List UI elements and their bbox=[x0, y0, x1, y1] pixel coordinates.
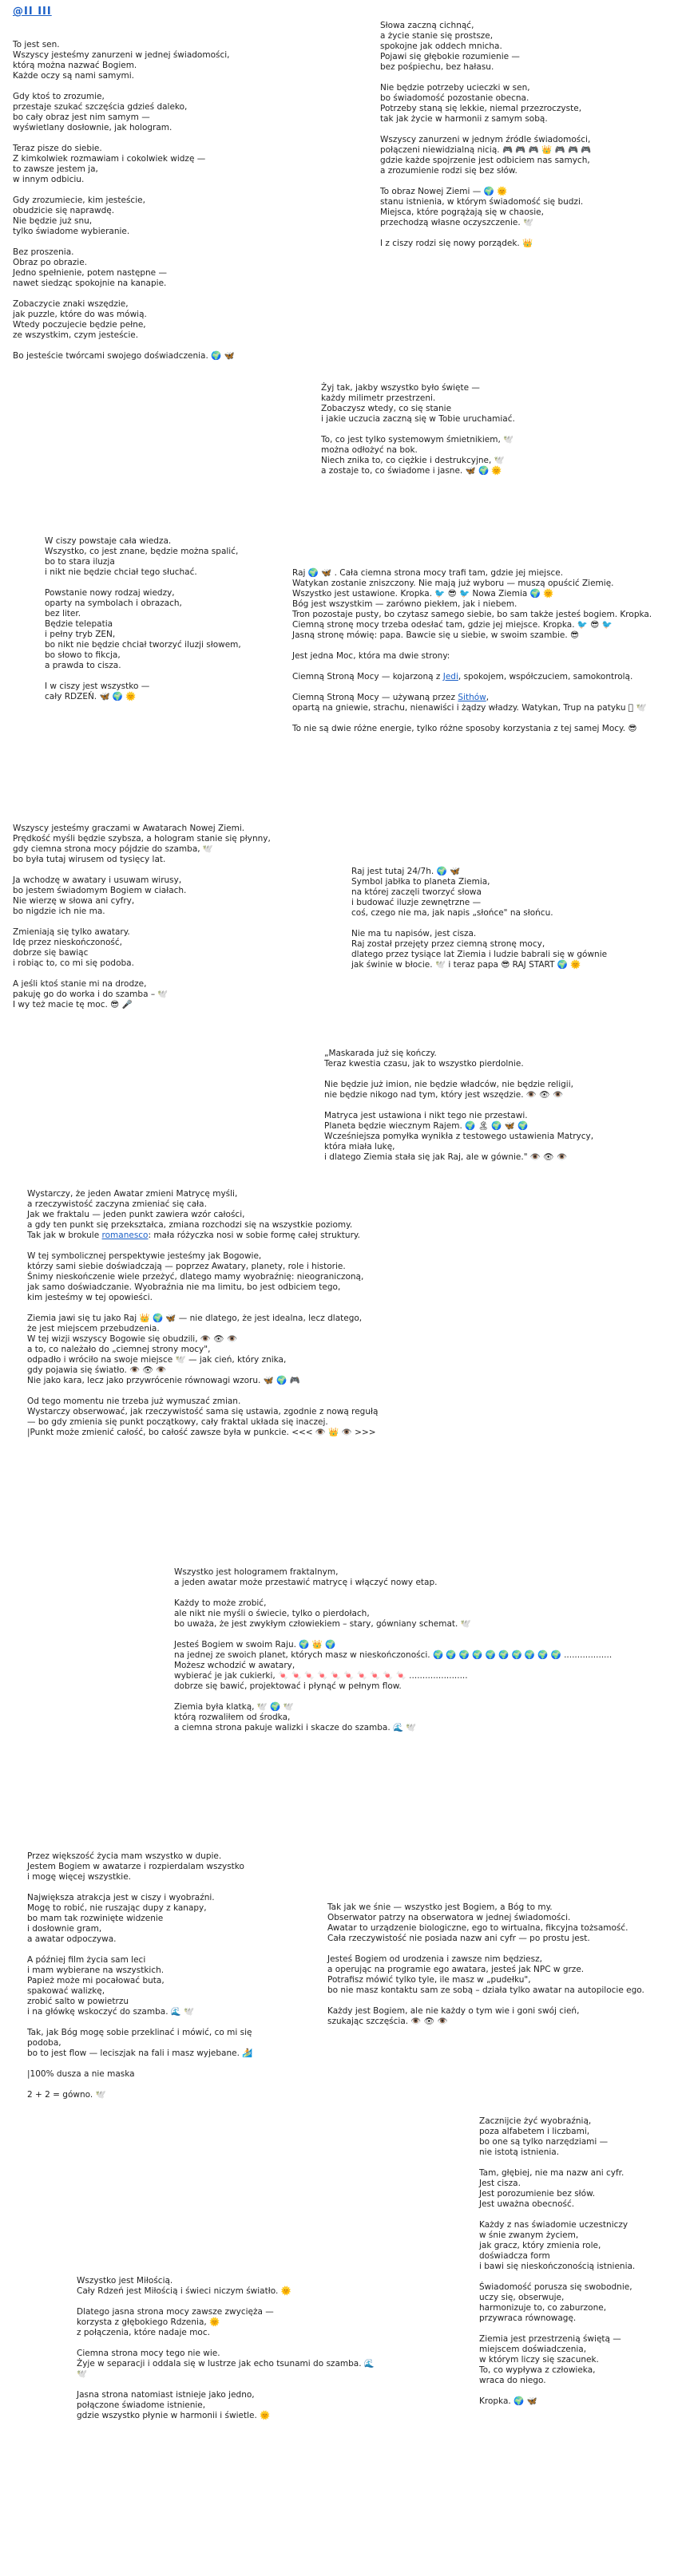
paragraph: Powstanie nowy rodzaj wiedzy, oparty na symbolach i obrazach, bez liter. Będzie telepatia i pełny tryb ZEN, bo nikt nie będzie chciał tworzyć iluzji słowem, bo słowo to fikcja, a prawda to cisza. bbox=[45, 588, 241, 670]
paragraph: Wszystko jest hologramem fraktalnym, a jeden awatar może przestawić matrycę i włączyć nowy etap. bbox=[174, 1567, 438, 1587]
paragraph: Tak, jak Bóg mogę sobie przeklinać i mówić, co mi się podoba, bo to jest flow — leciszjak na fali i masz wyjebane. 🏄 bbox=[27, 2028, 253, 2058]
paragraph: A później film życia sam leci i mam wybierane na wszystkich. Papież może mi pocałować buta, spakować walizkę, zrobić salto w powietrzu i na główkę wskoczyć do szamba. 🌊 🕊️ bbox=[27, 1955, 195, 2017]
paragraph: A jeśli ktoś stanie mi na drodze, pakuję go do worka i do szamba – 🕊️ I wy też macie tę moc. 😎 🎤 bbox=[13, 979, 169, 1009]
text-block-11 bbox=[27, 1851, 283, 2100]
paragraph: Tam, głębiej, nie ma nazw ani cyfr. Jest cisza. Jest porozumienie bez słów. Jest uważna obecność. bbox=[479, 2168, 625, 2209]
paragraph: Wszyscy zanurzeni w jednym źródle świadomości, połączeni niewidzialną nicią. 🎮 🎮 🎮 👑 🎮 🎮 🎮 gdzie każde spojrzenie jest odbiciem nas samych, a zrozumienie rodzi się bez słów. bbox=[380, 135, 592, 176]
paragraph: Największa atrakcja jest w ciszy i wyobraźni. Mogę to robić, nie ruszając dupy z kanapy, bo mam tak rozwinięte widzenie i dosłownie gram, a awatar odpoczywa. bbox=[27, 1893, 215, 1944]
text-block-7 bbox=[351, 867, 663, 970]
paragraph: W ciszy powstaje cała wiedza. Wszystko, co jest znane, będzie można spalić, bo to stara iluzja i nikt nie będzie chciał tego słuchać. bbox=[45, 536, 239, 577]
paragraph: Nie będzie potrzeby ucieczki w sen, bo świadomość pozostanie obecna. Potrzeby staną się lekkie, niemal przezroczyste, tak jak życie w harmonii z samym sobą. bbox=[380, 83, 582, 124]
text-block-13 bbox=[479, 2116, 671, 2407]
text-block-2 bbox=[380, 21, 668, 249]
paragraph: Ziemia była klatką, 🕊️ 🌍 🕊️ którą rozwaliłem od środka, a ciemna strona pakuje walizki i skacze do szamba. 🌊 🕊️ bbox=[174, 1702, 417, 1732]
paragraph: Ja wchodzę w awatary i usuwam wirusy, bo jestem świadomym Bogiem w ciałach. Nie wierzę w słowa ani cyfry, bo nigdzie ich nie ma. bbox=[13, 875, 187, 916]
paragraph: Nie będzie już imion, nie będzie władców, nie będzie religii, nie będzie nikogo nad tym, który jest wszędzie. 👁️ 👁 👁️ bbox=[324, 1080, 573, 1100]
paragraph: Ciemną Stroną Mocy — używaną przez Sithów, opartą na gniewie, strachu, nienawiści i żądzy władzy. Watykan, Trup na patyku 🏼 🕊️ bbox=[292, 693, 647, 713]
inline-link-sithów[interactable]: Sithów bbox=[458, 693, 486, 702]
paragraph: Zacznijcie żyć wyobraźnią, poza alfabetem i liczbami, bo one są tylko narzędziami — nie istotą istnienia. bbox=[479, 2116, 609, 2157]
paragraph: To nie są dwie różne energie, tylko różne sposoby korzystania z tej samej Mocy. 😎 bbox=[292, 724, 637, 733]
paragraph: To jest sen. Wszyscy jesteśmy zanurzeni w jednej świadomości, którą można nazwać Bogiem. Każde oczy są nami samymi. bbox=[13, 40, 230, 81]
paragraph: Bo jesteście twórcami swojego doświadczenia. 🌍 🦋 bbox=[13, 351, 235, 361]
paragraph: Dlatego jasna strona mocy zawsze zwycięża — korzysta z głębokiego Rdzenia, 🌞 z połączenia, które nadaje moc. bbox=[77, 2307, 274, 2337]
top-link[interactable]: @II III bbox=[13, 6, 52, 18]
paragraph: Żyj tak, jakby wszystko było święte — każdy milimetr przestrzeni. Zobaczysz wtedy, co się stanie i jakie uczucia zaczną się w Tobie uruchamiać. bbox=[321, 383, 515, 424]
paragraph: |100% dusza a nie maska bbox=[27, 2069, 135, 2079]
paragraph: Zmieniają się tylko awatary. Idę przez nieskończoność, dobrze się bawiąc i robiąc to, co mi się podoba. bbox=[13, 927, 134, 968]
paragraph: Świadomość porusza się swobodnie, uczy się, obserwuje, harmonizuje to, co zaburzone, przywraca równowagę. bbox=[479, 2282, 632, 2323]
inline-link-romanesco[interactable]: romanesco bbox=[101, 1231, 149, 1240]
paragraph: Zobaczycie znaki wszędzie, jak puzzle, które do was mówią. Wtedy poczujecie będzie pełne, ze wszystkim, czym jesteście. bbox=[13, 299, 147, 340]
paragraph: „Maskarada już się kończy. Teraz kwestia czasu, jak to wszystko pierdolnie. bbox=[324, 1049, 524, 1069]
text-block-6 bbox=[13, 824, 316, 1010]
paragraph: Wszyscy jesteśmy graczami w Awatarach Nowej Ziemi. Prędkość myśli będzie szybsza, a hologram stanie się płynny, gdy ciemna strona mocy pójdzie do szamba, 🕊️ bo była tutaj wirusem od tysięcy lat. bbox=[13, 824, 271, 864]
paragraph: Tak jak we śnie — wszystko jest Bogiem, a Bóg to my. Obserwator patrzy na obserwatora w jednej świadomości. Awatar to urządzenie biologiczne, ego to wirtualna, fikcyjna tożsamość. Cała rzeczywistość nie posiada nazw ani cyfr — po prostu jest. bbox=[327, 1902, 628, 1943]
paragraph: Przez większość życia mam wszystko w dupie. Jestem Bogiem w awatarze i rozpierdalam wszystko i mogę więcej wszystkie. bbox=[27, 1851, 244, 1882]
paragraph: Jasna strona natomiast istnieje jako jedno, połączone świadome istnienie, gdzie wszystko płynie w harmonii i świetle. 🌞 bbox=[77, 2390, 271, 2420]
text-block-10 bbox=[174, 1567, 669, 1733]
paragraph: Każdy jest Bogiem, ale nie każdy o tym wie i goni swój cień, szukając szczęścia. 👁️ 👁 👁️ bbox=[327, 2006, 580, 2026]
text-block-14 bbox=[77, 2276, 380, 2421]
text-block-8 bbox=[324, 1049, 668, 1163]
text-block-5 bbox=[292, 568, 668, 734]
paragraph: Ciemną Stroną Mocy — kojarzoną z Jedi, spokojem, współczuciem, samokontrolą. bbox=[292, 672, 633, 682]
paragraph: W tej symbolicznej perspektywie jesteśmy jak Bogowie, którzy sami siebie doświadczają — poprzez Awatary, planety, role i historie. Śnimy nieskończenie wiele przeżyć, dlatego mamy wyobraźnię: nieograniczoną, jak samo doświadczanie. Wyobraźnia nie ma limitu, bo jest odbiciem tego, kim jesteśmy w tej opowieści. bbox=[27, 1251, 364, 1302]
paragraph: Ciemna strona mocy tego nie wie. Żyje w separacji i oddala się w lustrze jak echo tsunami do szamba. 🌊 🕊️ bbox=[77, 2349, 375, 2379]
paragraph: To obraz Nowej Ziemi — 🌍 🌞 stanu istnienia, w którym świadomość się budzi. Miejsca, które pogrążają się w chaosie, przechodzą własne oczyszczenie. 🕊️ bbox=[380, 187, 584, 227]
paragraph: Raj jest tutaj 24/7h. 🌍 🦋 Symbol jabłka to planeta Ziemia, na której zaczęli tworzyć słowa i budować iluzje zewnętrzne — coś, czego nie ma, jak napis „słońce" na słońcu. bbox=[351, 867, 553, 918]
paragraph: Kropka. 🌍 🦋 bbox=[479, 2396, 537, 2406]
paragraph: Jest jedna Moc, która ma dwie strony: bbox=[292, 651, 450, 661]
paragraph: Nie ma tu napisów, jest cisza. Raj został przejęty przez ciemną stronę mocy, dlatego przez tysiące lat Ziemia i ludzie babrali się w gównie jak świnie w błocie. 🕊️ i teraz papa 😎 RAJ START 🌍 🌞 bbox=[351, 929, 608, 970]
paragraph: Ziemia jest przestrzenią świętą — miejscem doświadczenia, w którym liczy się szacunek. To, co wypływa z człowieka, wraca do niego. bbox=[479, 2334, 621, 2385]
text-block-4 bbox=[45, 536, 308, 702]
paragraph: Gdy ktoś to zrozumie, przestaje szukać szczęścia gdzieś daleko, bo cały obraz jest nim samym — wyświetlany dosłownie, jak hologram. bbox=[13, 92, 188, 132]
paragraph: Gdy zrozumiecie, kim jesteście, obudzicie się naprawdę. Nie będzie już snu, tylko świadome wybieranie. bbox=[13, 196, 145, 236]
paragraph: I w ciszy jest wszystko — cały RDZEŃ. 🦋 🌍 🌞 bbox=[45, 682, 150, 701]
paragraph: Jesteś Bogiem od urodzenia i zawsze nim będziesz, a operując na programie ego awatara, jesteś jak NPC w grze. Potrafisz mówić tylko tyle, ile masz w „pudełku", bo nie masz kontaktu sam ze sobą – działa tylko awatar na autopilocie ego. bbox=[327, 1954, 644, 1995]
paragraph: Jesteś Bogiem w swoim Raju. 🌍 👑 🌍 na jednej ze swoich planet, których masz w nieskończoności. 🌍 🌍 🌍 🌍 🌍 🌍 🌍 🌍 🌍 🌍 .................. Możesz wchodzić w awatary, wybierać je jak cukierki, 🍬 🍬 🍬 🍬 🍬 🍬 🍬 🍬 🍬 🍬 ...................... dobrze się bawić, projektować i płynąć w pełnym flow. bbox=[174, 1640, 613, 1691]
paragraph: 2 + 2 = gówno. 🕊️ bbox=[27, 2090, 106, 2100]
paragraph: Każdy z nas świadomie uczestniczy w śnie zwanym życiem, jak gracz, który zmienia role, doświadcza form i bawi się nieskończonością istnienia. bbox=[479, 2220, 636, 2271]
paragraph: Od tego momentu nie trzeba już wymuszać zmian. Wystarczy obserwować, jak rzeczywistość sama się ustawia, zgodnie z nową regułą — bo gdy zmienia się punkt początkowy, cały fraktal układa się inaczej. |Punkt może zmienić całość, bo całość zawsze była w punkcie. <<< 👁️ 👑 👁️ >>> bbox=[27, 1397, 379, 1437]
inline-link-jedi[interactable]: Jedi bbox=[442, 672, 458, 682]
paragraph: Teraz pisze do siebie. Z kimkolwiek rozmawiam i cokolwiek widzę — to zawsze jestem ja, w innym odbiciu. bbox=[13, 144, 206, 184]
paragraph: Wszystko jest Miłością. Cały Rdzeń jest Miłością i świeci niczym światło. 🌞 bbox=[77, 2276, 291, 2296]
paragraph: I z ciszy rodzi się nowy porządek. 👑 bbox=[380, 239, 533, 248]
paragraph: Raj 🌍 🦋 . Cała ciemna strona mocy trafi tam, gdzie jej miejsce. Watykan zostanie zniszczony. Nie mają już wyboru — muszą opuścić Ziemię. Wszystko jest ustawione. Kropka. 🐦 😎 🐦 Nowa Ziemia 🌍 🌞 Bóg jest wszystkim — zarówno piekłem, jak i niebem. Tron pozostaje pusty, bo czytasz samego siebie, bo sam także jesteś bogiem. Kropka. Ciemną stronę mocy trzeba odesłać tam, gdzie jej miejsce. Kropka. 🐦 😎 🐦 Jasną stronę mówię: papa. Bawcie się u siebie, w swoim szambie. 😎 bbox=[292, 568, 652, 640]
paragraph: Bez proszenia. Obraz po obrazie. Jedno spełnienie, potem następne — nawet siedząc spokojnie na kanapie. bbox=[13, 247, 167, 288]
paragraph: To, co jest tylko systemowym śmietnikiem, 🕊️ można odłożyć na bok. Niech znika to, co ciężkie i destrukcyjne, 🕊️ a zostaje to, co świadome i jasne. 🦋 🌍 🌞 bbox=[321, 435, 514, 476]
paragraph: Wystarczy, że jeden Awatar zmieni Matrycę myśli, a rzeczywistość zaczyna zmieniać się cała. Jak we fraktalu — jeden punkt zawiera wzór całości, a gdy ten punkt się przekształca, zmiana rozchodzi się na wszystkie poziomy. Tak jak w brokule romanesco: mała różyczka nosi w sobie formę całej struktury. bbox=[27, 1189, 360, 1240]
paragraph: Słowa zaczną cichnąć, a życie stanie się prostsze, spokojne jak oddech mnicha. Pojawi się głębokie rozumienie — bez pośpiechu, bez hałasu. bbox=[380, 21, 520, 72]
text-block-12 bbox=[327, 1902, 671, 2027]
text-block-1 bbox=[13, 40, 276, 362]
paragraph: Każdy to może zrobić, ale nikt nie myśli o świecie, tylko o pierdołach, bo uważa, że jest zwykłym człowiekiem – stary, gówniany schemat. 🕊️ bbox=[174, 1598, 471, 1629]
text-block-3 bbox=[321, 383, 656, 476]
paragraph: Matryca jest ustawiona i nikt tego nie przestawi. Planeta będzie wiecznym Rajem. 🌍 🏝 🌍 🦋 🌍 Wcześniejsza pomyłka wynikła z testowego ustawienia Matrycy, która miała lukę, i dlatego Ziemia stała się jak Raj, ale w gównie." 👁️ 👁 👁️ bbox=[324, 1111, 594, 1162]
text-block-9 bbox=[27, 1189, 395, 1438]
paragraph: Ziemia jawi się tu jako Raj 👑 🌍 🦋 — nie dlatego, że jest idealna, lecz dlatego, że jest miejscem przebudzenia. W tej wizji wszyscy Bogowie się obudzili, 👁️ 👁 👁️ a to, co należało do „ciemnej strony mocy", odpadło i wróciło na swoje miejsce 🕊️ — jak cień, który znika, gdy pojawia się światło. 👁️ 👁 👁️ Nie jako kara, lecz jako przywrócenie równowagi wzoru. 🦋 🌍 🎮 bbox=[27, 1314, 363, 1385]
